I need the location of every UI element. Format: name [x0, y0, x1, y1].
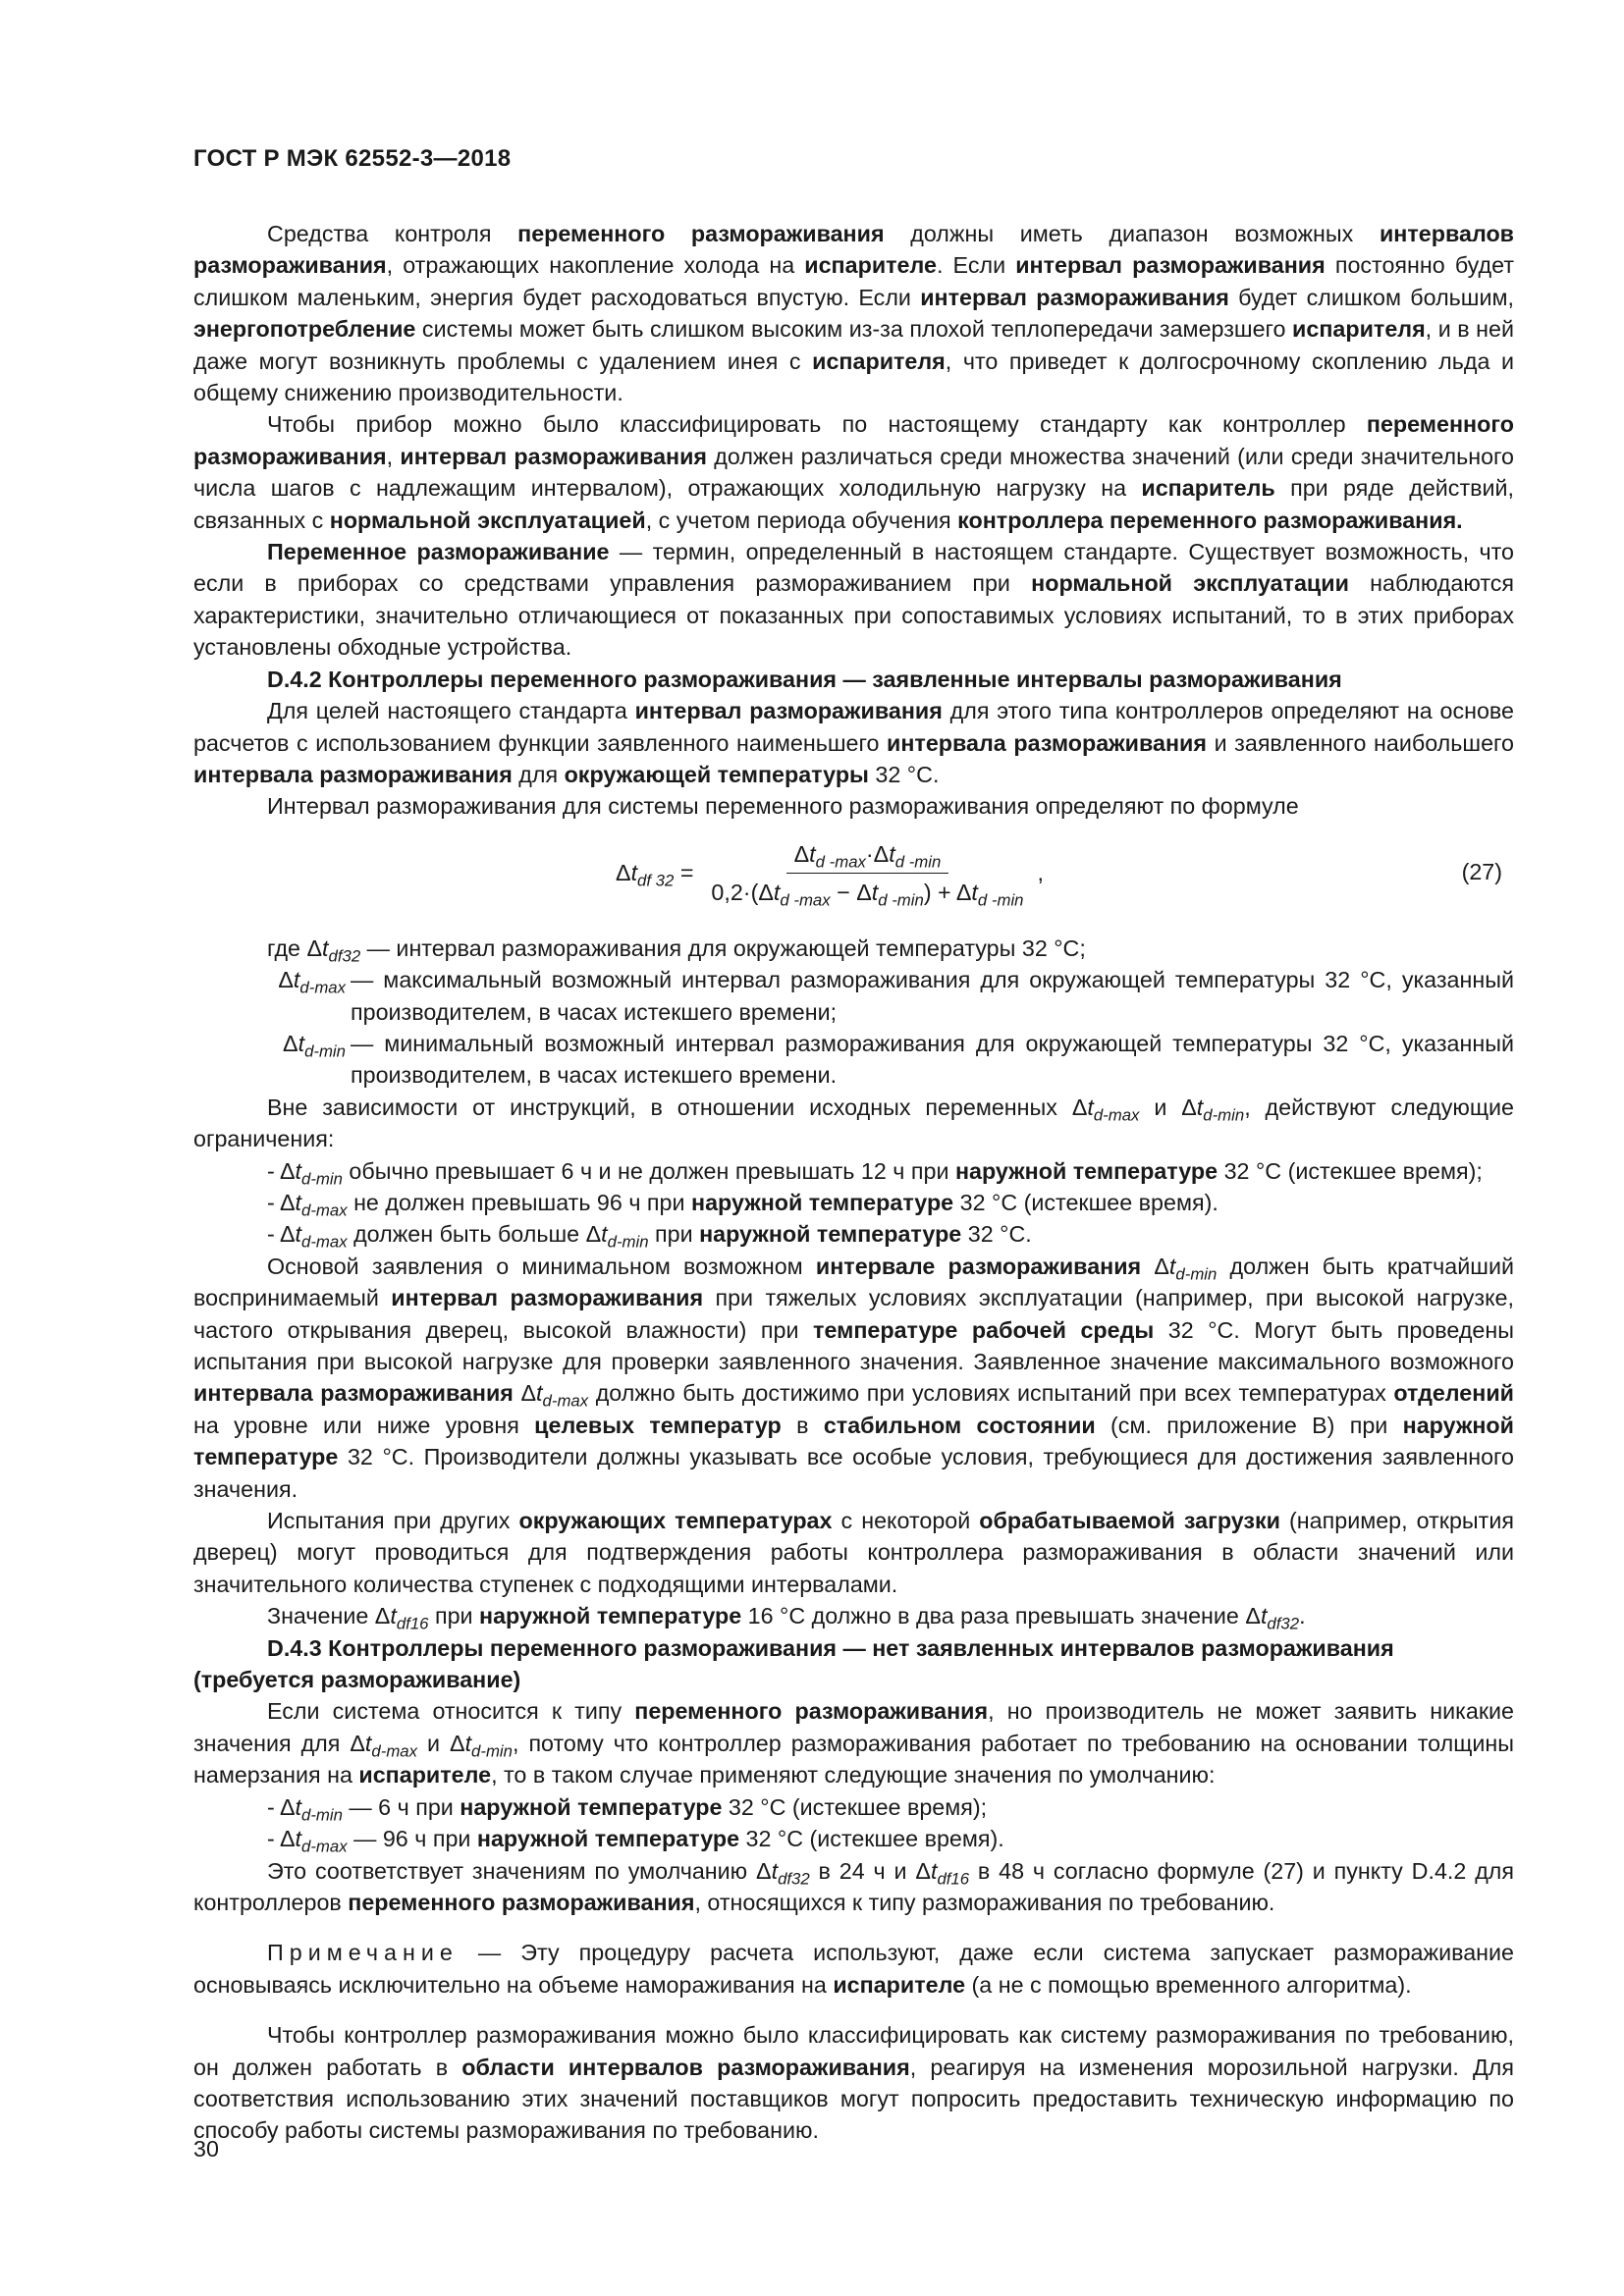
formula-denominator: $0,2\cdot(\Delta t_{d -max} - \Delta t_{d -min}) + \Delta t_{d -min}$	[711, 880, 1024, 910]
section-heading-d42: D.4.2 Контроллеры переменного размораживания — заявленные интервалы размораживания	[267, 666, 1342, 692]
equation-number: (27)	[1461, 858, 1502, 884]
paragraph: Это соответствует значениям по умолчанию $\Delta t_{df32}$ в 24 ч и $\Delta t_{df16}$ в 48 ч согласно формуле (27) и пункту D.4.2 для контроллеров переменного размораживания, относящихся к типу размораживания по требованию.	[193, 1857, 1514, 1915]
definition-item: $\Delta t_{d-max}$ — максимальный возможный интервал размораживания для окружающей температуры 32 °C, указанный производителем, в часах истекшего времени;	[278, 967, 1514, 1025]
paragraph: Переменное размораживание — термин, определенный в настоящем стандарте. Существует возможность, что если в приборах со средствами управления размораживанием при нормальной эксплуатации наблюдаются характеристики, значительно отличающиеся от показанных при сопоставимых условиях испытаний, то в этих приборах установлены обходные устройства.	[193, 539, 1515, 661]
paragraph: Чтобы контроллер размораживания можно было классифицировать как систему размораживания по требованию, он должен работать в области интервалов размораживания, реагируя на изменения морозильной нагрузки. Для соответствия использованию этих значений поставщиков могут попросить предоставить техническую информацию по способу работы системы размораживания по требованию.	[193, 2022, 1514, 2144]
paragraph: Испытания при других окружающих температурах с некоторой обрабатываемой загрузки (например, открытия дверец) могут проводиться для подтверждения работы контроллера размораживания в области значений или значительного количества ступенек с подходящими интервалами.	[193, 1508, 1514, 1597]
paragraph: Значение $\Delta t_{df16}$ при наружной температуре 16 °C должно в два раза превышать значение $\Delta t_{df32}$.	[267, 1603, 1306, 1633]
paragraph: Вне зависимости от инструкций, в отношении исходных переменных $\Delta t_{d-max}$ и $\Delta t_{d-min}$, действуют следующие ограничения:	[193, 1094, 1514, 1152]
paragraph: Если система относится к типу переменного размораживания, но производитель не может заявить никакие значения для $\Delta t_{d-max}$ и $\Delta t_{d-min}$, потому что контроллер размораживания работает по требованию на основании толщины намерзания на испарителе, то в таком случае применяют следующие значения по умолчанию:	[193, 1698, 1514, 1789]
note-paragraph: Примечание — Эту процедуру расчета используют, даже если система запускает размораживание основываясь исключительно на объеме намораживания на испарителе (а не с помощью временного алгоритма).	[193, 1940, 1514, 1998]
document-header: ГОСТ Р МЭК 62552-3—2018	[193, 145, 512, 172]
document-body	[193, 218, 1514, 2147]
formula-numerator: $\Delta t_{d -max}\cdot\Delta t_{d -min}$	[786, 838, 949, 874]
definition-where: где $\Delta t_{df32}$ — интервал размораживания для окружающей температуры 32 °C;	[267, 934, 1086, 966]
paragraph: Интервал размораживания для системы переменного размораживания определяют по формуле	[267, 793, 1299, 820]
formula-fraction	[703, 838, 1031, 909]
formula-27	[193, 830, 1514, 927]
note-label: Примечание	[267, 1940, 459, 1966]
list-item: - $\Delta t_{d-max}$ должен быть больше $\Delta t_{d-min}$ при наружной температуре 32 °C.	[267, 1221, 1032, 1252]
list-item: - $\Delta t_{d-min}$ обычно превышает 6 ч и не должен превышать 12 ч при наружной температуре 32 °C (истекшее время);	[267, 1157, 1483, 1188]
paragraph: Для целей настоящего стандарта интервал размораживания для этого типа контроллеров определяют на основе расчетов с использованием функции заявленного наименьшего интервала размораживания и заявленного наибольшего интервала размораживания для окружающей температуры 32 °C.	[193, 698, 1514, 787]
paragraph: Чтобы прибор можно было классифицировать по настоящему стандарту как контроллер переменного размораживания, интервал размораживания должен различаться среди множества значений (или среди значительного числа шагов с надлежащим интервалом), отражающих холодильную нагрузку на испаритель при ряде действий, связанных с нормальной эксплуатацией, с учетом периода обучения контроллера переменного размораживания.	[193, 411, 1514, 533]
paragraph: Основой заявления о минимальном возможном интервале размораживания $\Delta t_{d-min}$ должен быть кратчайший воспринимаемый интервал размораживания при тяжелых условиях эксплуатации (например, при высокой нагрузке, частого открывания дверец, высокой влажности) при температуре рабочей среды 32 °C. Могут быть проведены испытания при высокой нагрузке для проверки заявленного значения. Заявленное значение максимального возможного интервала размораживания $\Delta t_{d-max}$ должно быть достижимо при условиях испытаний при всех температурах отделений на уровне или ниже уровня целевых температур в стабильном состоянии (см. приложение В) при наружной температуре 32 °C. Производители должны указывать все особые условия, требующиеся для достижения заявленного значения.	[193, 1253, 1514, 1502]
list-item: - $\Delta t_{d-min}$ — 6 ч при наружной температуре 32 °C (истекшее время);	[267, 1793, 988, 1825]
paragraph: Средства контроля переменного размораживания должны иметь диапазон возможных интервалов размораживания, отражающих накопление холода на испарителе. Если интервал размораживания постоянно будет слишком маленьким, энергия будет расходоваться впустую. Если интервал размораживания будет слишком большим, энергопотребление системы может быть слишком высоким из-за плохой теплопередачи замерзшего испарителя, и в ней даже могут возникнуть проблемы с удалением инея с испарителя, что приведет к долгосрочному скоплению льда и общему снижению производительности.	[193, 221, 1515, 406]
definition-item: $\Delta t_{d-min}$ — минимальный возможный интервал размораживания для окружающей температуры 32 °C, указанный производителем, в часах истекшего времени.	[283, 1030, 1514, 1089]
page-number: 30	[193, 2136, 219, 2162]
formula-lhs: $\Delta t_{df 32}$ =	[616, 860, 694, 890]
list-item: - $\Delta t_{d-max}$ не должен превышать 96 ч при наружной температуре 32 °C (истекшее время).	[267, 1189, 1218, 1220]
formula-comma: ,	[1037, 860, 1044, 886]
section-heading-d43: D.4.3 Контроллеры переменного размораживания — нет заявленных интервалов размораживания (требуется размораживание)	[193, 1634, 1394, 1693]
list-item: - $\Delta t_{d-max}$ — 96 ч при наружной температуре 32 °C (истекшее время).	[267, 1826, 1004, 1856]
formula-expression	[616, 838, 1044, 909]
